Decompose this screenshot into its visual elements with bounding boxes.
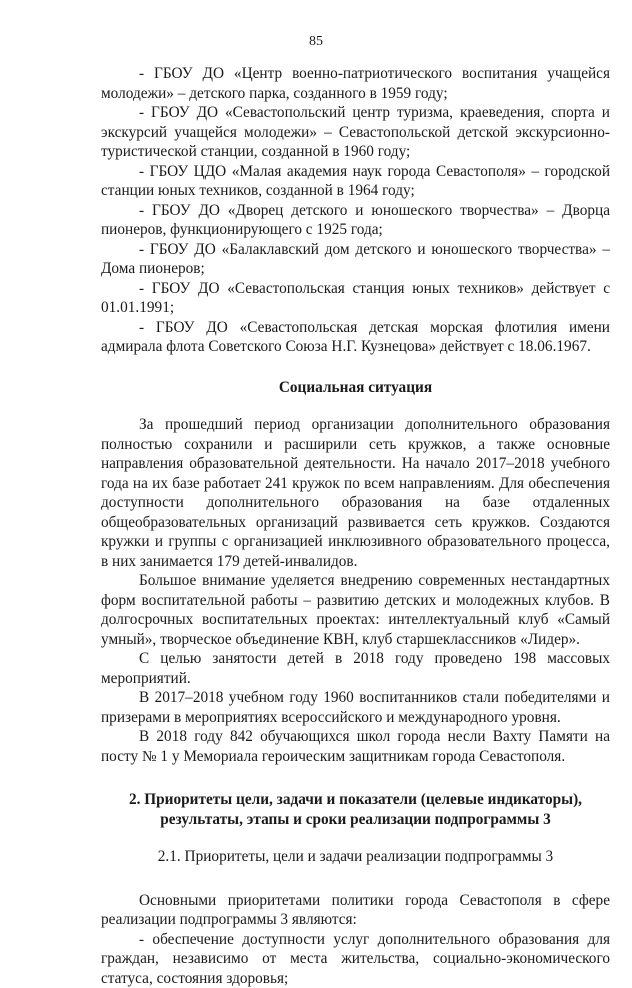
body-paragraph: С целью занятости детей в 2018 году проведено 198 массовых мероприятий. xyxy=(101,649,610,688)
document-body xyxy=(101,64,610,988)
body-paragraph: Основными приоритетами политики города Севастополя в сфере реализации подпрограммы 3 являются: xyxy=(101,891,610,930)
page-number: 85 xyxy=(0,34,632,50)
institution-item: - ГБОУ ДО «Севастопольский центр туризма, краеведения, спорта и экскурсий учащейся молодежи» – Севастопольской детской экскурсионно-туристической станции, созданной в 1960 году; xyxy=(101,103,610,162)
section-heading-social: Социальная ситуация xyxy=(101,378,610,398)
institution-item: - ГБОУ ДО «Севастопольская детская морская флотилия имени адмирала флота Советского Союза Н.Г. Кузнецова» действует с 18.06.1967. xyxy=(101,318,610,357)
section-heading-priorities: 2. Приоритеты цели, задачи и показатели (целевые индикаторы), результаты, этапы и сроки реализации подпрограммы 3 xyxy=(101,790,610,829)
institution-item: - ГБОУ ДО «Балаклавский дом детского и юношеского творчества» – Дома пионеров; xyxy=(101,240,610,279)
institution-item: - ГБОУ ЦДО «Малая академия наук города Севастополя» – городской станции юных техников, созданной в 1964 году; xyxy=(101,162,610,201)
institution-item: - ГБОУ ДО «Дворец детского и юношеского творчества» – Дворца пионеров, функционирующего с 1925 года; xyxy=(101,201,610,240)
body-paragraph: В 2017–2018 учебном году 1960 воспитанников стали победителями и призерами в мероприятиях всероссийского и международного уровня. xyxy=(101,688,610,727)
priority-item: - обеспечение доступности услуг дополнительного образования для граждан, независимо от места жительства, социально-экономического статуса, состояния здоровья; xyxy=(101,930,610,988)
body-paragraph: За прошедший период организации дополнительного образования полностью сохранили и расширили сеть кружков, а также основные направления образовательной деятельности. На начало 2017–2018 учебного года на их базе работает 241 кружок по всем направлениям. Для обеспечения доступности дополнительного образования на базе отдаленных общеобразовательных организаций развивается сеть кружков. Создаются кружки и группы с организацией инклюзивного образовательного процесса, в них занимается 179 детей-инвалидов. xyxy=(101,415,610,571)
body-paragraph: Большое внимание уделяется внедрению современных нестандартных форм воспитательной работы – развитию детских и молодежных клубов. В долгосрочных воспитательных проектах: интеллектуальный клуб «Самый умный», творческое объединение КВН, клуб старшеклассников «Лидер». xyxy=(101,571,610,649)
subsection-heading: 2.1. Приоритеты, цели и задачи реализации подпрограммы 3 xyxy=(101,847,610,867)
institution-item: - ГБОУ ДО «Центр военно-патриотического воспитания учащейся молодежи» – детского парка, созданного в 1959 году; xyxy=(101,64,610,103)
institution-item: - ГБОУ ДО «Севастопольская станция юных техников» действует с 01.01.1991; xyxy=(101,279,610,318)
body-paragraph: В 2018 году 842 обучающихся школ города несли Вахту Памяти на посту № 1 у Мемориала героическим защитникам города Севастополя. xyxy=(101,727,610,766)
